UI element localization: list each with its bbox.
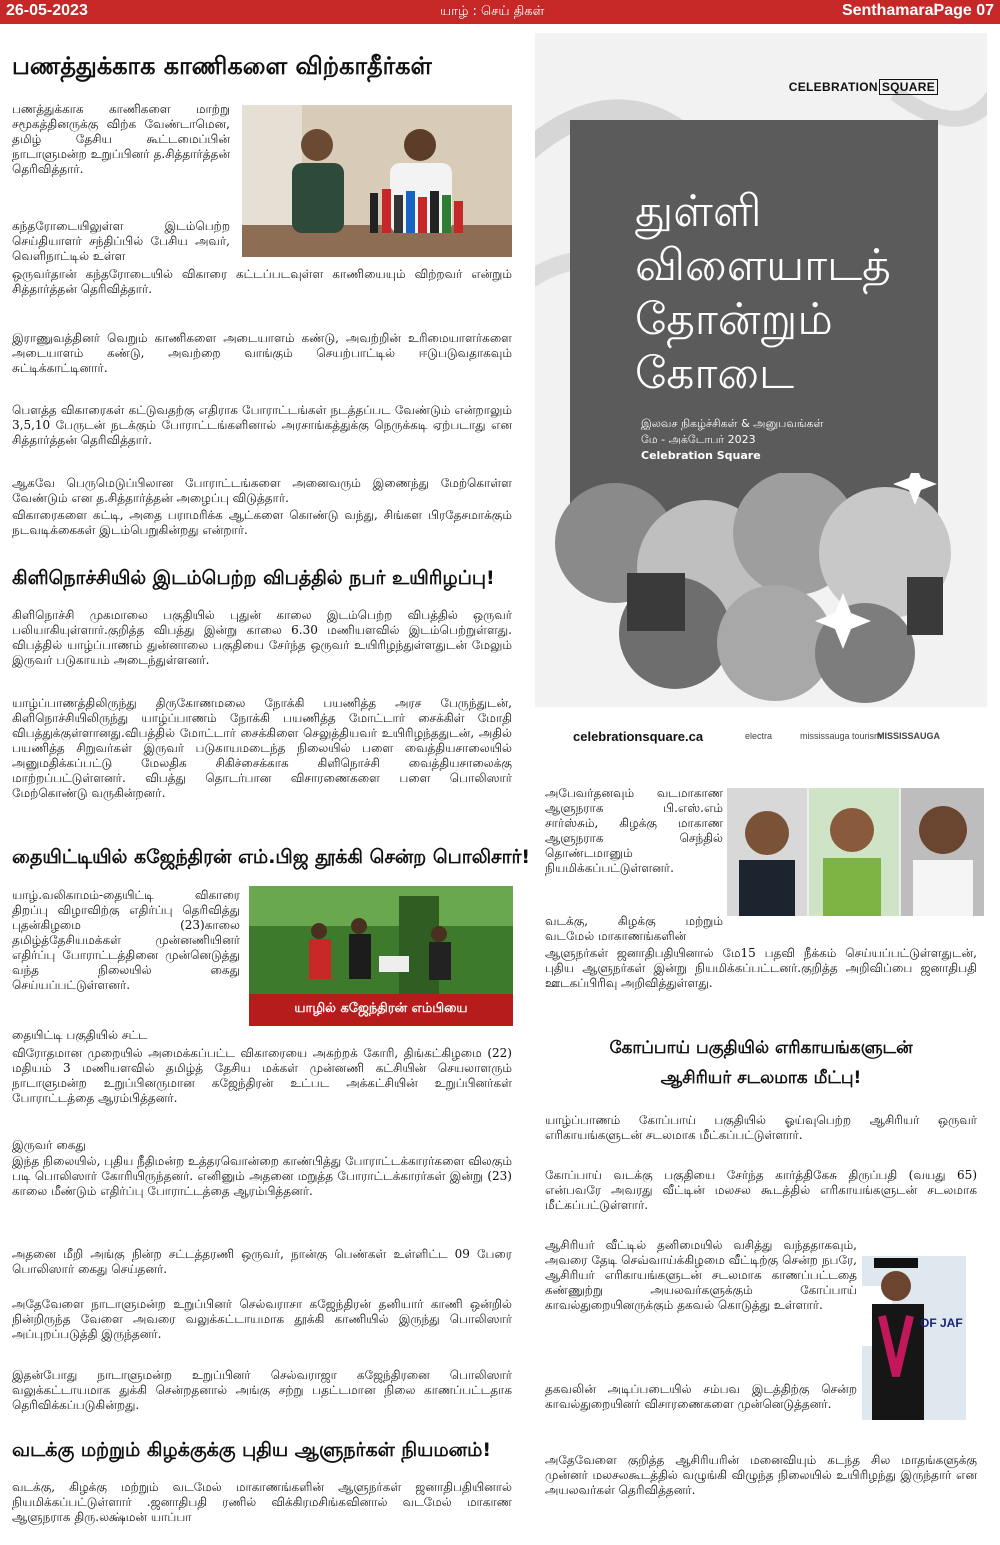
advert-url[interactable]: celebrationsquare.ca: [573, 729, 704, 744]
article1-paragraph: ஒருவர்தான் கந்தரோடையில் விகாரை கட்டப்படவுள்ள காணியையும் விற்றவர் என்றும் சித்தார்த்தன் தெரிவித்தார்.: [12, 267, 512, 296]
article1-paragraph: இராணுவத்தினர் வெறும் காணிகளை அடையாளம் கண்டு, அவற்றின் உரிமையாளர்களை அடையாளம் கண்டு, அவற்றை வாங்கும் செயற்பாட்டில் ஈடுபடுவதாகவும் சுட்டிக்காட்டினார்.: [12, 331, 512, 375]
article5-paragraph: தகவலின் அடிப்படையில் சம்பவ இடத்திற்கு சென்ற காவல்துறையினர் விசாரணைகளை முன்னெடுத்தனர்.: [545, 1382, 857, 1411]
section-name: யாழ் : செய் திகள்: [440, 4, 545, 19]
article1-paragraph: பௌத்த விகாரைகள் கட்டுவதற்கு எதிராக போராட்டங்கள் நடத்தப்பட வேண்டும் என்றாலும் 3,5,10 பேருடன் நடக்கும் போராட்டங்களினால் அரசாங்கத்துக்கு நெருக்கடி ஏற்படாது என சித்தார்த்தன் தெரிவித்தார்.: [12, 403, 512, 447]
article1-paragraph: விகாரைகளை கட்டி, அதை பராமரிக்க ஆட்களை கொண்டு வந்து, சிங்கள பிரதேசமாக்கும் நடவடிக்கைகள் இடம்பெறுகின்றது என்றார்.: [12, 508, 512, 537]
article5-paragraph: ஆசிரியர் வீட்டில் தனிமையில் வசித்து வந்ததாகவும், அவரை தேடி செவ்வாய்க்கிழமை வீட்டிற்கு சென்ற நபரே, ஆசிரியர் எரிகாயங்களுடன் சடலமாக காணப்பட்டதை கண்ணுற்று அயலவர்களுக்கும் கோப்பாய் காவல்துறையினருக்கும் தகவல் கொடுத்து உள்ளார்.: [545, 1238, 857, 1312]
advert-shapes-graphic: [535, 473, 987, 713]
article4-paragraph: வடக்கு, கிழக்கு மற்றும் வடமேல் மாகாணங்களின் ஆளுநர்கள் ஜனாதிபதியினால் நியமிக்கப்பட்டுள்ளார் .ஜனாதிபதி ரணில் விக்கிரமசிங்கவினால் வடமேல் மாகாண ஆளுநராக திரு.லக்ஷ்மன் யாப்பா: [12, 1480, 512, 1524]
arrest-photo-caption: யாழில் கஜேந்திரன் எம்பியை: [249, 994, 513, 1026]
advert-info-line: இலவச நிகழ்ச்சிகள் & அனுபவங்கள்: [641, 417, 824, 430]
article4-paragraph: அபேவர்தனவும் வடமாகாண ஆளுநராக பி.எஸ்.எம் சார்ஸ்சும், கிழக்கு மாகாண ஆளுநராக செந்தில் தொண்டமானும் நியமிக்கப்பட்டுள்ளனர்.: [545, 786, 723, 875]
advert-brand-logo: [789, 80, 939, 94]
article3-subheading: இருவர் கைது: [12, 1138, 86, 1152]
article1-headline: பணத்துக்காக காணிகளை விற்காதீர்கள்: [12, 52, 433, 80]
press-conference-photo: [242, 105, 512, 257]
article3-paragraph: இந்த நிலையில், புதிய நீதிமன்ற உத்தரவொன்றை காண்பித்து போராட்டக்காரர்களை விலகும் படி பொலிஸார் கோரியிருந்தனர். எனினும் அதனை மறுத்த போராட்டக்காரர்கள் இன்று (23) காலை மீண்டும் எதிர்ப்பு போராட்டத்தை ஆரம்பித்தனர்.: [12, 1154, 512, 1198]
article5-headline-line: கோப்பாய் பகுதியில் எரிகாயங்களுடன்: [609, 1038, 913, 1058]
teacher-photo: [862, 1256, 966, 1420]
article3-paragraph: யாழ்.வலிகாமம்-தையிட்டி விகாரை திறப்பு விழாவிற்கு எதிர்ப்பு தெரிவித்து புதன்கிழமை (23)காலை தமிழ்த்தேசியமக்கள் முன்னணியினர் எதிர்ப்பு போராட்டத்தினை முன்னெடுத்து வந்த நிலையில் கைது செய்யப்பட்டுள்ளனர்.: [12, 888, 240, 992]
advert-info: [641, 416, 823, 464]
article5-paragraph: கோப்பாய் வடக்கு பகுதியை சேர்ந்த கார்த்திகேசு திருப்பதி (வயது 65) என்பவரே அவரது வீட்டின் மலசல கூடத்தில் எரிகாயங்களுடன் சடலமாக மீட்கப்பட்டுள்ளார்.: [545, 1168, 977, 1212]
article3-paragraph: அதனை மீறி அங்கு நின்ற சட்டத்தரணி ஒருவர், நான்கு பெண்கள் உள்ளிட்ட 09 பேரை பொலிஸார் கைது செய்தனர்.: [12, 1247, 512, 1276]
advert-footer: [535, 707, 987, 773]
article4-paragraph: வடக்கு, கிழக்கு மற்றும் வடமேல் மாகாணங்களின்: [545, 914, 723, 943]
brand-box-text: SQUARE: [879, 79, 938, 95]
article3-paragraph: அதேவேளை நாடாளுமன்ற உறுப்பினர் செல்வராசா கஜேந்திரன் தனியார் காணி ஒன்றில் நின்றிருந்த வேளை அவரை வலுக்கட்டாயமாக தூக்கி காணியில் இருந்து பொலிஸார் அப்புறப்படுத்தி இருந்தனர்.: [12, 1297, 512, 1341]
governors-portraits-image: [727, 788, 984, 916]
advert-info-line: மே - அக்டோபர் 2023: [641, 433, 756, 446]
celebration-square-advert[interactable]: [535, 33, 987, 773]
advert-title: [635, 185, 891, 401]
article2-paragraph: யாழ்ப்பாணத்திலிருந்து திருகோணமலை நோக்கி பயணித்த அரச பேருந்துடன், கிளிநொச்சியிலிருந்து யாழ்ப்பாணம் நோக்கி பயணித்த மோட்டார் சைக்கிள் மோதி விபத்துக்குள்ளானது.விபத்தில் மோட்டார் சைக்கிளை செலுத்தியவர் உயிரிழந்ததுடன், அதில் பயணித்த சிறுவர்கள் இருவர் படுகாயமடைந்த நிலையில் பளை வைத்தியசாலையில் அனுமதிக்கப்பட்டு மேலதிக சிகிச்சைக்காக கிளிநொச்சி வைத்தியசாலைக்கு மாற்றப்பட்டுள்ளனர். விபத்து தொடர்பான விசாரணைகளை பளை பொலிஸார் மேற்கொண்டு வருகின்றனர்.: [12, 696, 512, 800]
article1-paragraph: பணத்துக்காக காணிகளை மாற்று சமூகத்தினருக்கு விற்க வேண்டாமென, தமிழ் தேசிய கூட்டமைப்பின் நாடாளுமன்ற உறுப்பினர் த.சித்தார்த்தன் தெரிவித்தார்.: [12, 102, 230, 176]
article5-paragraph: யாழ்ப்பாணம் கோப்பாய் பகுதியில் ஓய்வுபெற்ற ஆசிரியர் ஒருவர் எரிகாயங்களுடன் சடலமாக மீட்கப்பட்டுள்ளார்.: [545, 1113, 977, 1142]
article2-paragraph: கிளிநொச்சி முகமாலை பகுதியில் புதுன் காலை இடம்பெற்ற விபத்தில் ஒருவர் பலியாகியுள்ளார்.குறித்த விபத்து இன்று காலை 6.30 மணியளவில் இடம்பெற்றுள்ளது. விபத்தில் யாழ்ப்பாணம் துன்னாலை பகுதியை சேர்ந்த ஒருவர் உயிரிழந்துள்ளதுடன் மேலும் இருவர் படுகாயம் அடைந்துள்ளனர்.: [12, 608, 512, 667]
advert-title-line: விளையாடத்: [635, 240, 891, 291]
article1-paragraph: கந்தரோடையிலுள்ள இடம்பெற்ற செய்தியாளர் சந்திப்பில் பேசிய அவர், வெளிநாட்டில் உள்ள: [12, 219, 230, 263]
sponsor-logo: MISSISSAUGA: [877, 731, 941, 741]
page-number: Page 07: [933, 2, 994, 19]
article4-headline: வடக்கு மற்றும் கிழக்குக்கு புதிய ஆளுநர்கள் நியமனம்!: [12, 1439, 492, 1461]
advert-title-line: தோன்றும்: [635, 294, 833, 345]
article3-paragraph: விரோதமான முறையில் அமைக்கப்பட்ட விகாரையை அகற்றக் கோரி, திங்கட்கிழமை (22) மதியம் 3 மணியளவில் தமிழ்த் தேசிய மக்கள் முன்னணி கட்சியின் செயலாளரும் நாடாளுமன்ற உறுப்பினருமான கஜேந்திரன் உட்பட அக்கட்சியின் உறுப்பினர்கள் போராட்டத்தை ஆரம்பித்தனர்.: [12, 1046, 512, 1105]
press-conference-image: [242, 105, 512, 257]
page-header: [0, 0, 1000, 24]
arrest-photo: [249, 886, 513, 994]
brand-text: CELEBRATION: [788, 80, 878, 94]
teacher-photo-banner-text: OF JAF: [920, 1316, 963, 1330]
advert-info-line: Celebration Square: [641, 449, 761, 462]
article3-headline: தையிட்டியில் கஜேந்திரன் எம்.பிஜ தூக்கி சென்ற பொலிசார்!: [12, 846, 531, 868]
article3-paragraph: தையிட்டி பகுதியில் சட்ட: [12, 1028, 148, 1042]
arrest-scene-image: [249, 886, 513, 994]
article5-paragraph: அதேவேளை குறித்த ஆசிரியரின் மனைவியும் கடந்த சில மாதங்களுக்கு முன்னர் மலசலகூடத்தில் வழுங்கி விழுந்த நிலையில் உயிரிழந்து இருந்தார் என அயலவர்கள் தெரிவித்தனர்.: [545, 1453, 977, 1497]
article5-headline-line: ஆசிரியர் சடலமாக மீட்பு!: [660, 1068, 862, 1088]
sponsor-logo: electra: [745, 731, 773, 741]
teacher-portrait-image: [862, 1256, 966, 1420]
governors-photo: [727, 788, 984, 916]
article3-paragraph: இதன்போது நாடாளுமன்ற உறுப்பினர் செல்வராஜா கஜேந்திரனை பொலிஸார் வலுக்கட்டாயமாக துக்கி சென்றதனால் அங்கு சற்று பதட்டமான நிலை காணப்பட்டதாக தெரிவிக்கப்படுகின்றது.: [12, 1368, 512, 1412]
article2-headline: கிளிநொச்சியில் இடம்பெற்ற விபத்தில் நபர் உயிரிழப்பு!: [12, 567, 495, 589]
issue-date: 26-05-2023: [6, 2, 88, 19]
advert-title-line: துள்ளி: [635, 186, 762, 237]
article4-paragraph: ஆளுநர்கள் ஜனாதிபதியினால் மே15 பதவி நீக்கம் செய்யப்பட்டுள்ளதுடன், புதிய ஆளுநர்கள் இன்று நியமிக்கப்பட்டனர்.குறித்த அறிவிப்பை ஜனாதிபதி ஊடகப்பிரிவு அறிவித்துள்ளது.: [545, 946, 977, 990]
publication-name: Senthamarai: [841, 2, 938, 19]
article1-paragraph: ஆகவே பெருமெடுப்பிலான போராட்டங்களை அனைவரும் இணைந்து மேற்கொள்ள வேண்டும் என த.சித்தார்த்தன் அழைப்பு விடுத்தார்.: [12, 476, 512, 505]
sponsor-logo: mississauga tourism: [800, 731, 882, 741]
advert-title-line: கோடை: [635, 348, 795, 399]
